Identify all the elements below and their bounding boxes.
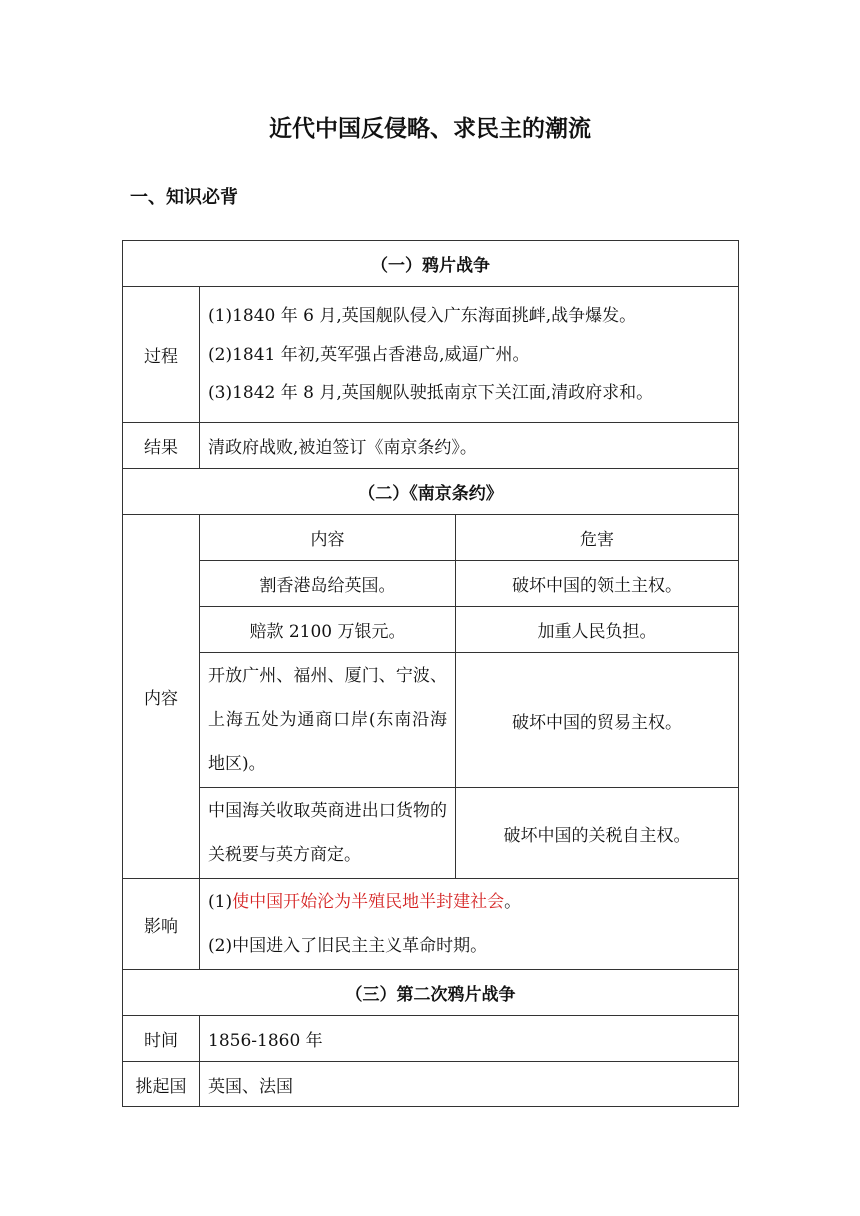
treaty-content-cell: 中国海关收取英商进出口货物的关税要与英方商定。 (200, 788, 456, 879)
knowledge-table (122, 240, 739, 1107)
treaty-harm-cell: 破坏中国的关税自主权。 (456, 788, 739, 879)
treaty-content-cell: 赔款 2100 万银元。 (200, 607, 456, 653)
section-heading: 一、知识必背 (130, 187, 238, 208)
opium-war-header: （一）鸦片战争 (123, 241, 739, 287)
content-label: 内容 (123, 515, 200, 879)
result-text: 清政府战败,被迫签订《南京条约》。 (200, 423, 739, 469)
treaty-content-cell: 开放广州、福州、厦门、宁波、上海五处为通商口岸(东南沿海地区)。 (200, 653, 456, 788)
process-label: 过程 (123, 287, 200, 423)
impact-item-1-number: (1) (208, 892, 233, 912)
nanjing-treaty-header: （二）《南京条约》 (123, 469, 739, 515)
document-title: 近代中国反侵略、求民主的潮流 (269, 116, 591, 142)
time-value: 1856-1860 年 (200, 1016, 739, 1062)
impact-item-2: (2)中国进入了旧民主主义革命时期。 (208, 936, 488, 956)
process-step-2: (2)1841 年初,英军强占香港岛,威逼广州。 (208, 344, 530, 365)
time-label: 时间 (123, 1016, 200, 1062)
treaty-harm-cell: 破坏中国的贸易主权。 (456, 653, 739, 788)
impact-item-1 (208, 880, 738, 924)
result-label: 结果 (123, 423, 200, 469)
impact-label: 影响 (123, 879, 200, 970)
column-header-content: 内容 (200, 515, 456, 561)
treaty-content-cell: 割香港岛给英国。 (200, 561, 456, 607)
instigator-label: 挑起国 (123, 1062, 200, 1107)
process-step-3: (3)1842 年 8 月,英国舰队驶抵南京下关江面,清政府求和。 (208, 382, 654, 403)
process-step-1: (1)1840 年 6 月,英国舰队侵入广东海面挑衅,战争爆发。 (208, 305, 637, 326)
column-header-harm: 危害 (456, 515, 739, 561)
second-opium-war-header: （三）第二次鸦片战争 (123, 970, 739, 1016)
impact-highlight: 使中国开始沦为半殖民地半封建社会 (232, 892, 505, 912)
treaty-harm-cell: 加重人民负担。 (456, 607, 739, 653)
instigator-value: 英国、法国 (200, 1062, 739, 1107)
impact-item-1-period: 。 (504, 892, 522, 912)
treaty-harm-cell: 破坏中国的领土主权。 (456, 561, 739, 607)
